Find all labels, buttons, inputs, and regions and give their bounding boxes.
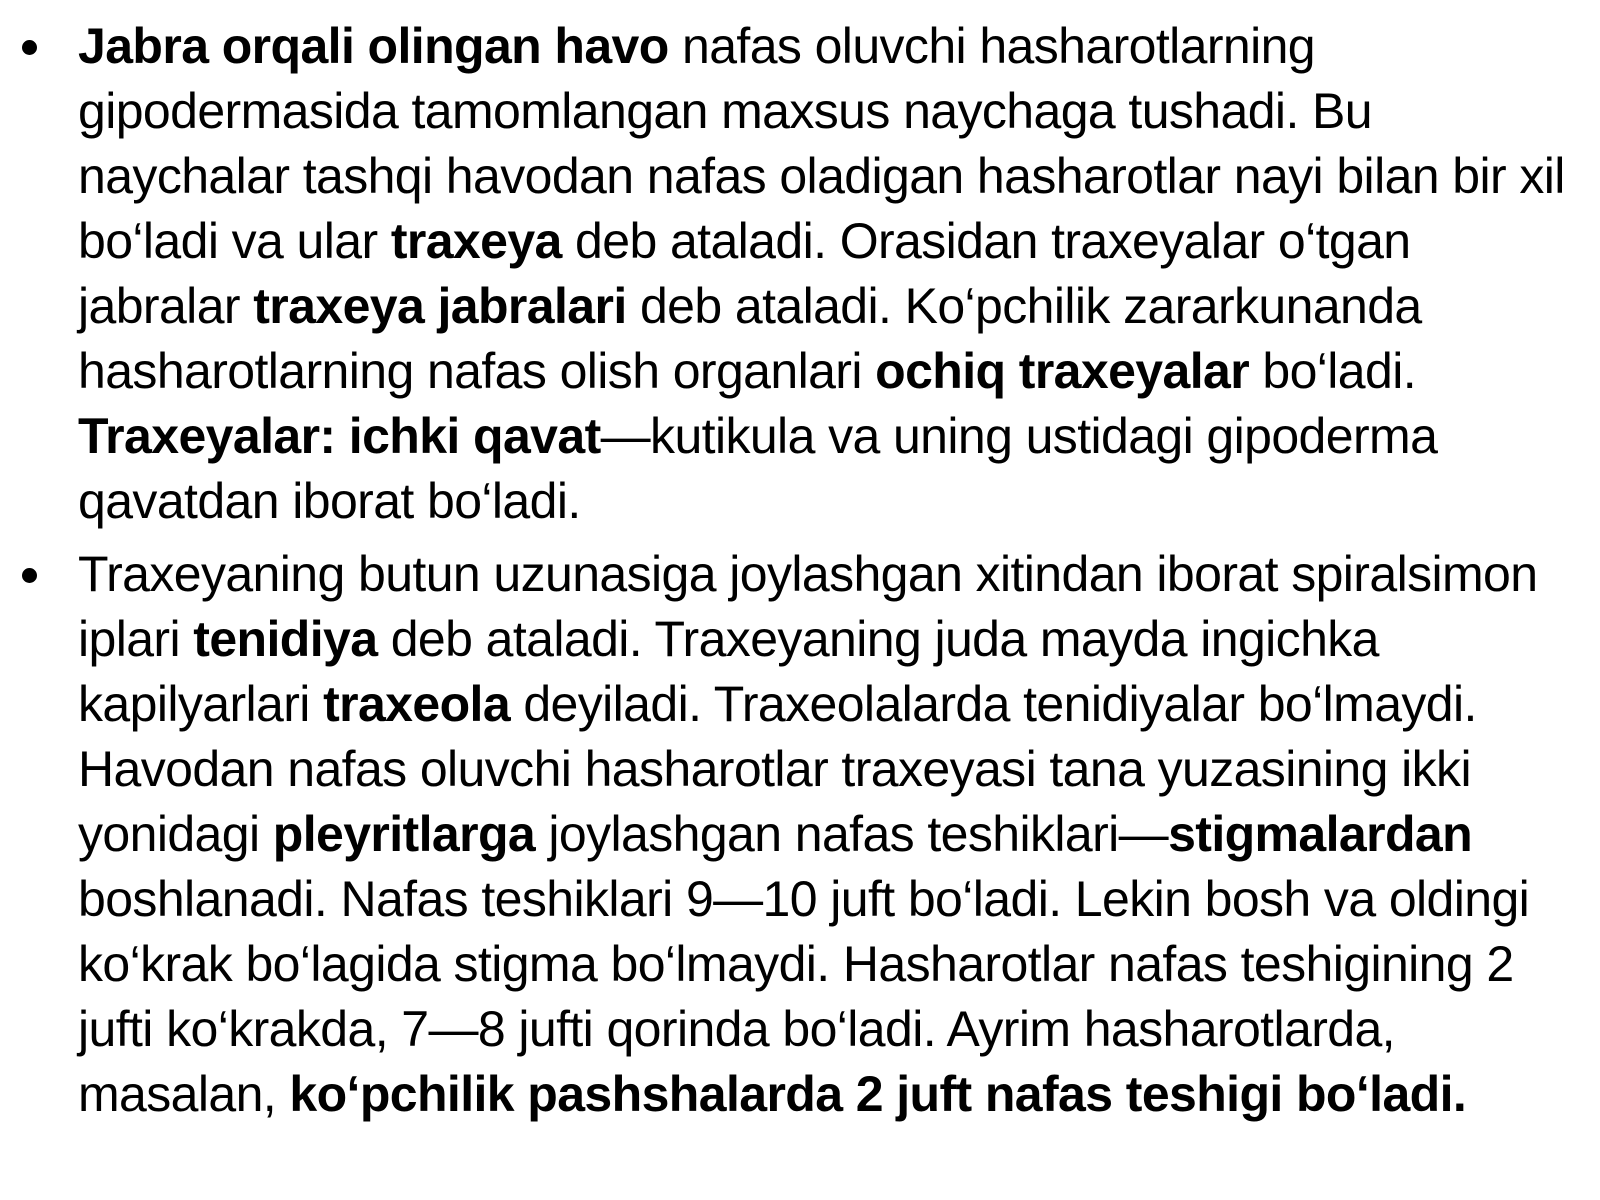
text-segment: deyiladi. Traxeolalarda tenidiyalar bo‘lmaydi. Havodan nafas oluvchi hasharotlar traxeyasi tana yuzasining ikki yonidagi (78, 676, 1477, 862)
text-segment: stigmalardan (1168, 806, 1473, 862)
bullet-point-icon (22, 40, 37, 55)
text-segment: —kutikula va uning ustidagi gipoderma qavatdan iborat bo‘ladi. (78, 408, 1438, 529)
text-segment: bo‘ladi. (1249, 343, 1417, 399)
bullet-text (78, 546, 1537, 1122)
bullet-point-icon (22, 568, 37, 583)
text-segment: Jabra orqali olingan havo (78, 18, 669, 74)
text-segment: Traxeyaning butun uzunasiga joylashgan xitindan iborat spiralsimon iplari (78, 546, 1538, 667)
text-segment: traxeya (390, 213, 562, 269)
bullet-list (0, 14, 1600, 1127)
text-segment: traxeola (323, 676, 511, 732)
text-segment: Traxeyalar: ichki qavat (78, 408, 601, 464)
text-segment: boshlanadi. Nafas teshiklari 9—10 juft bo‘ladi. Lekin bosh va oldingi ko‘krak bo‘lagida stigma bo‘lmaydi. Hasharotlar nafas teshigining 2 jufti ko‘krakda, 7—8 jufti qorinda bo‘ladi. Ayrim hasharotlarda, masalan, (78, 871, 1530, 1122)
text-segment: ochiq traxeyalar (875, 343, 1250, 399)
text-segment: tenidiya (193, 611, 378, 667)
text-segment: nafas oluvchi hasharotlarning gipodermasida tamomlangan maxsus naychaga tushadi. Bu naychalar tashqi havodan nafas oladigan hasharotlar nayi bilan bir xil bo‘ladi va ular (78, 18, 1565, 269)
text-segment: deb ataladi. Ko‘pchilik zararkunanda hasharotlarning nafas olish organlari (78, 278, 1422, 399)
bullet-item-2 (0, 542, 1600, 1127)
text-segment: deb ataladi. Orasidan traxeyalar o‘tgan jabralar (78, 213, 1411, 334)
bullet-text (78, 18, 1565, 529)
text-segment: deb ataladi. Traxeyaning juda mayda ingichka kapilyarlari (78, 611, 1379, 732)
bullet-item-1 (0, 14, 1600, 534)
text-segment: pleyritlarga (272, 806, 536, 862)
text-segment: traxeya jabralari (253, 278, 627, 334)
text-segment: ko‘pchilik pashshalarda 2 juft nafas teshigi bo‘ladi. (289, 1066, 1467, 1122)
text-segment: joylashgan nafas teshiklari— (535, 806, 1169, 862)
